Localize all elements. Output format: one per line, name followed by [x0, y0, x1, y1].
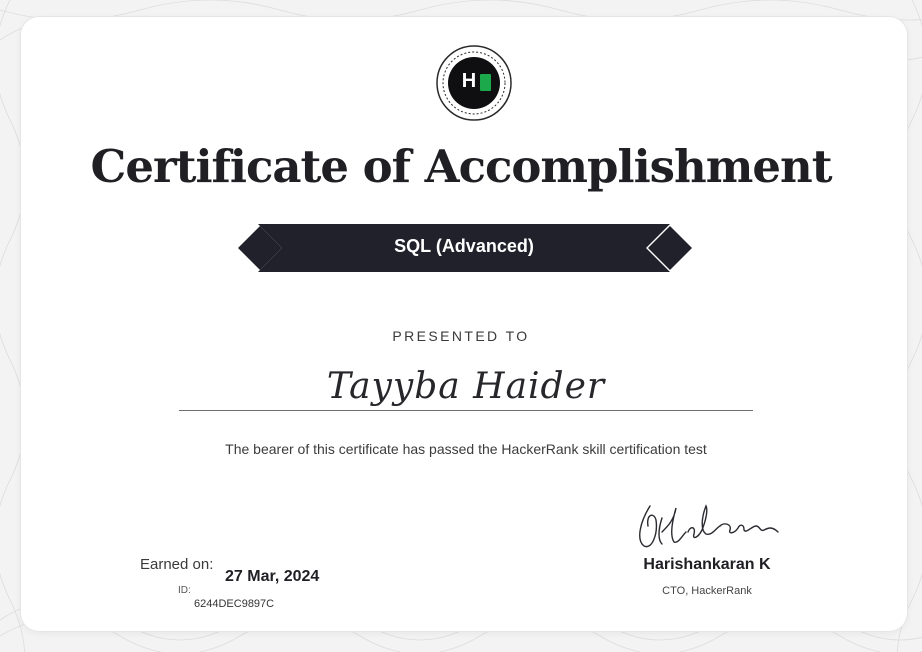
signer-name: Harishankaran K: [643, 556, 771, 573]
certificate-id-value: 6244DEC9897C: [194, 598, 275, 610]
certificate-id-label: ID:: [178, 585, 191, 596]
signer-title: CTO, HackerRank: [662, 585, 752, 597]
signature-image: [636, 496, 782, 554]
presented-to-label: PRESENTED TO: [392, 328, 530, 344]
certificate-statement: The bearer of this certificate has passed the HackerRank skill certification test: [225, 441, 707, 457]
recipient-underline: [179, 410, 753, 411]
earned-date: 27 Mar, 2024: [225, 568, 320, 585]
earned-on-label: Earned on:: [140, 556, 214, 573]
skill-name: SQL (Advanced): [394, 236, 534, 256]
hackerrank-badge-logo: [436, 45, 512, 121]
certificate-title: Certificate of Accomplishment: [90, 140, 832, 193]
logo-letter: H: [461, 70, 477, 92]
recipient-name: Tayyba Haider: [326, 366, 606, 407]
